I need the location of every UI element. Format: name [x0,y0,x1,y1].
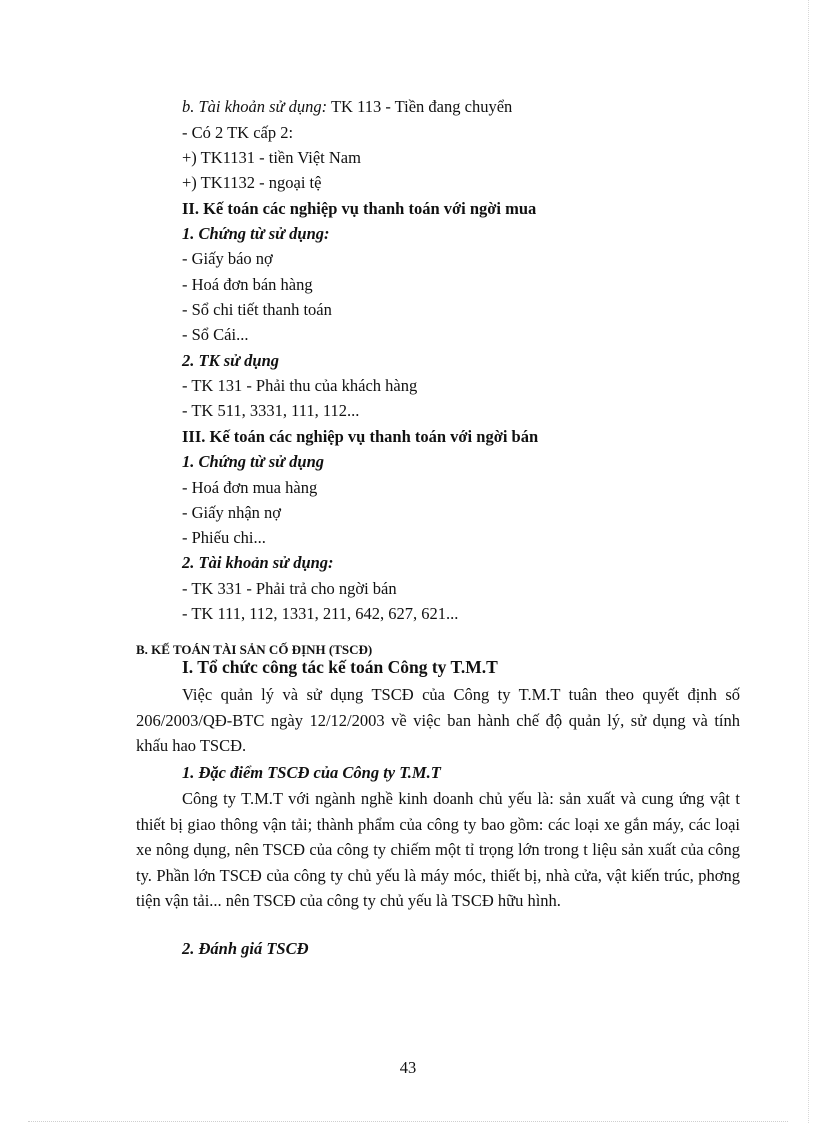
list-item: +) TK1131 - tiền Việt Nam [182,148,361,167]
list-item: - TK 331 - Phải trả cho ngời bán [182,579,397,598]
page-number: 43 [399,1058,417,1077]
section-heading: II. Kế toán các nghiệp vụ thanh toán với ngời mua [182,199,537,218]
account-line [182,97,512,117]
side-divider [808,0,809,1123]
account-label: b. Tài khoản sử dụng: [182,97,328,116]
list-item: - Giấy nhận nợ [182,503,281,522]
list-item: - TK 111, 112, 1331, 211, 642, 627, 621... [182,604,459,623]
footer-divider [28,1121,788,1122]
section-heading: I. Tổ chức công tác kế toán Công ty T.M.T [182,657,498,677]
list-item: - Hoá đơn bán hàng [182,275,313,294]
list-item: - Giấy báo nợ [182,249,273,268]
list-item: - TK 511, 3331, 111, 112... [182,401,360,420]
subsection-heading: 1. Đặc điểm TSCĐ của Công ty T.M.T [182,763,441,782]
list-item: - Sổ chi tiết thanh toán [182,300,332,319]
subsection-heading: 2. TK sử dụng [182,351,279,370]
list-item: - Hoá đơn mua hàng [182,478,318,497]
part-heading: B. KẾ TOÁN TÀI SẢN CỐ ĐỊNH (TSCĐ) [136,642,373,657]
list-item: +) TK1132 - ngoại tệ [182,173,322,192]
subsection-heading: 1. Chứng từ sử dụng [182,452,324,471]
subsection-heading: 2. Đánh giá TSCĐ [182,939,309,958]
list-item: - Có 2 TK cấp 2: [182,123,294,142]
section-heading: III. Kế toán các nghiệp vụ thanh toán với ngời bán [182,427,539,446]
paragraph: Việc quản lý và sử dụng TSCĐ của Công ty T.M.T tuân theo quyết định số 206/2003/QĐ-BTC ngày 12/12/2003 về việc ban hành chế độ quản lý, sử dụng và tính khấu hao TSCĐ. [136,685,740,755]
list-item: - Sổ Cái... [182,325,249,344]
account-text: TK 113 - Tiền đang chuyển [327,97,513,116]
subsection-heading: 2. Tài khoản sử dụng: [182,553,334,572]
list-item: - Phiếu chi... [182,528,266,547]
paragraph: Công ty T.M.T với ngành nghề kinh doanh chủ yếu là: sản xuất và cung ứng vật t thiết bị giao thông vận tải; thành phẩm của công ty bao gồm: các loại xe gắn máy, các loại xe nông dụng, nên TSCĐ của công ty chiếm một tỉ trọng lớn trong t liệu sản xuất của công ty. Phần lớn TSCĐ của công ty chủ yếu là máy móc, thiết bị, nhà cửa, vật kiến trúc, phơng tiện vận tải... nên TSCĐ của công ty chủ yếu là TSCĐ hữu hình. [136,789,740,910]
list-item: - TK 131 - Phải thu của khách hàng [182,376,418,395]
subsection-heading: 1. Chứng từ sử dụng: [182,224,330,243]
